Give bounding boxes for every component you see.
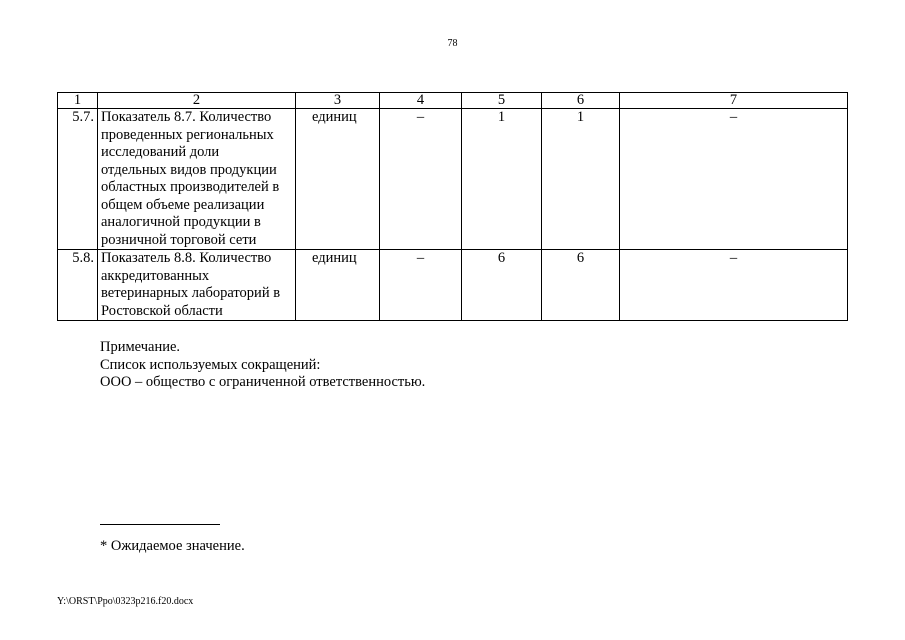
indicator-line: аккредитованных: [101, 267, 210, 284]
abbreviation-item: ООО – общество с ограниченной ответственностью.: [100, 374, 426, 390]
abbreviations-heading: Список используемых сокращений:: [100, 356, 321, 373]
value-cell-5: 6: [462, 250, 542, 321]
page-number: 78: [447, 38, 458, 49]
value-cell-7: –: [620, 109, 848, 250]
value-cell-6: 6: [542, 250, 620, 321]
indicator-line: Показатель 8.7. Количество: [101, 109, 272, 125]
footnote-divider: [100, 524, 220, 525]
indicator-line: областных производителей в: [101, 179, 280, 195]
value-cell-6: 1: [542, 109, 620, 250]
header-cell: 7: [620, 93, 848, 109]
indicator-line: Показатель 8.8. Количество: [101, 250, 272, 266]
file-path: Y:\ORST\Ppo\0323p216.f20.docx: [57, 596, 194, 607]
indicator-line: ветеринарных лабораторий в: [101, 285, 281, 301]
header-cell: 1: [58, 93, 98, 109]
row-number: 5.7.: [58, 109, 98, 250]
table-row: [58, 109, 848, 250]
indicator-line: исследований доли: [101, 144, 220, 160]
indicator-line: Ростовской области: [101, 302, 223, 319]
footnote: * Ожидаемое значение.: [100, 538, 245, 554]
indicator-line: общем объеме реализации: [101, 196, 265, 213]
header-cell: 2: [98, 93, 296, 109]
value-cell-5: 1: [462, 109, 542, 250]
indicator-name: [98, 250, 296, 321]
indicator-line: розничной торговой сети: [101, 231, 257, 248]
header-cell: 5: [462, 93, 542, 109]
indicators-table: [57, 92, 848, 321]
value-cell-4: –: [380, 250, 462, 321]
note-title: Примечание.: [100, 339, 181, 355]
indicator-line: проведенных региональных: [101, 126, 274, 143]
indicator-line: отдельных видов продукции: [101, 161, 277, 178]
header-cell: 3: [296, 93, 380, 109]
indicator-name: [98, 109, 296, 250]
indicator-line: аналогичной продукции в: [101, 214, 261, 230]
unit-cell: единиц: [296, 109, 380, 250]
row-number: 5.8.: [58, 250, 98, 321]
header-cell: 4: [380, 93, 462, 109]
unit-cell: единиц: [296, 250, 380, 321]
header-cell: 6: [542, 93, 620, 109]
table-header-row: [58, 93, 848, 109]
value-cell-4: –: [380, 109, 462, 250]
table-row: [58, 250, 848, 321]
value-cell-7: –: [620, 250, 848, 321]
notes-block: [100, 339, 425, 392]
